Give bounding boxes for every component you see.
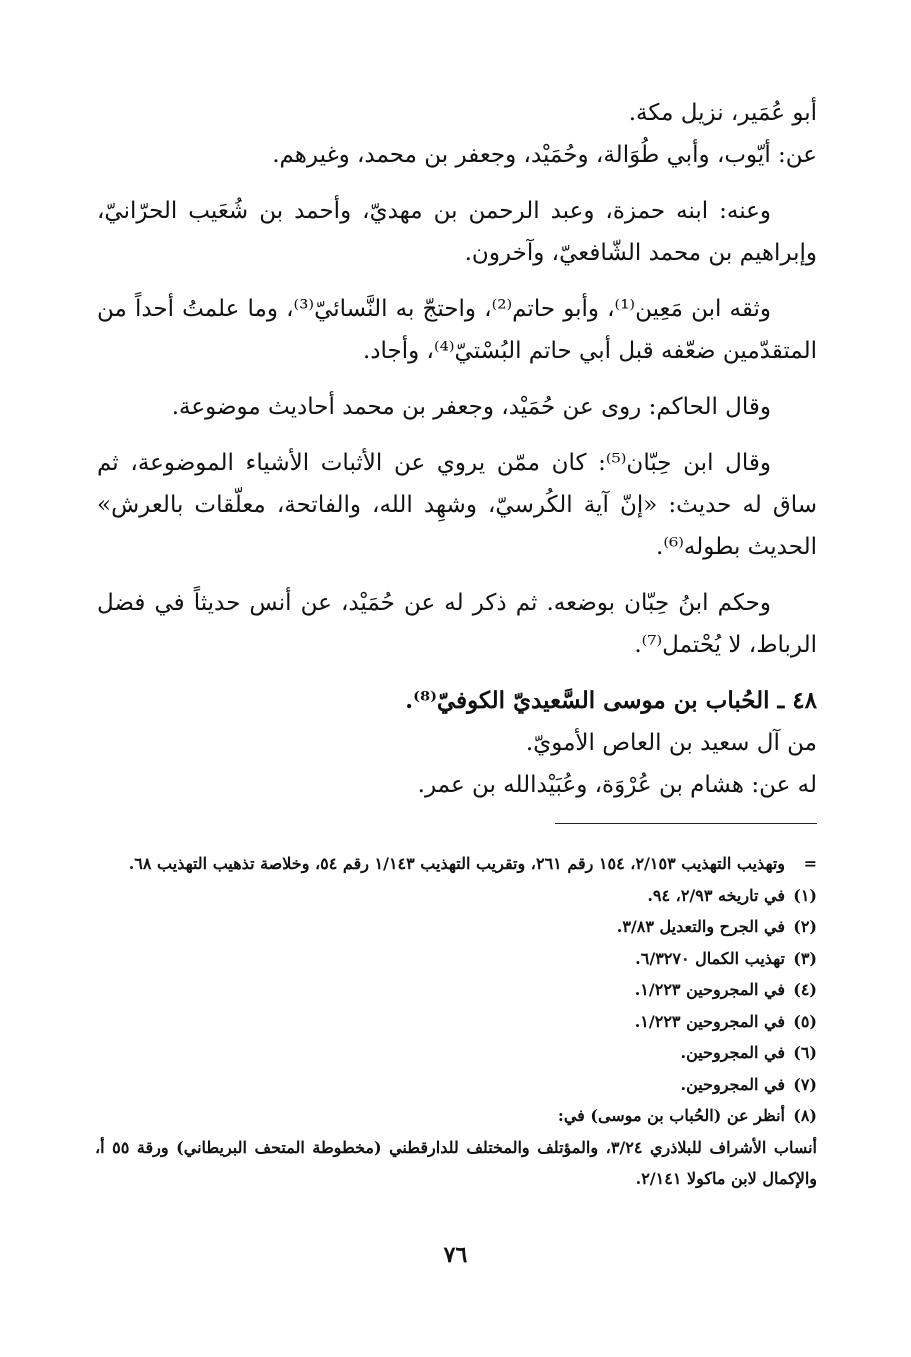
- footnote-divider: [555, 823, 817, 824]
- paragraph-narrators: وعنه: ابنه حمزة، وعبد الرحمن بن مهديّ، وأحمد بن شُعَيب الحرّانيّ، وإبراهيم بن محمد الشّافعيّ، وآخرون.: [97, 198, 817, 266]
- footnote-text: في تاريخه ٢/٩٣، ٩٤.: [647, 885, 785, 905]
- footnote-number: (١): [793, 885, 817, 905]
- footnote-number: (٨): [793, 1106, 817, 1125]
- paragraph-hakim: وقال الحاكم: روى عن حُمَيْد، وجعفر بن محمد أحاديث موضوعة.: [171, 394, 771, 420]
- footnote-1: [95, 880, 817, 912]
- footnote-8: [95, 1100, 817, 1132]
- continuation-mark: =: [803, 854, 817, 873]
- footnote-6: [95, 1037, 817, 1069]
- footnote-text: في المجروحين.: [680, 1074, 785, 1094]
- footnote-number: (٦): [793, 1043, 817, 1062]
- entry-narrated-from: له عن: هشام بن عُرْوَة، وعُبَيْدالله بن عمر.: [417, 772, 817, 798]
- page-number: ٧٦: [443, 1242, 468, 1268]
- footnote-text: في الجرح والتعديل ٣/٨٣.: [616, 917, 785, 936]
- paragraph-ibn-hibban: وقال ابن حِبّان⁽⁵⁾: كان ممّن يروي عن الأثبات الأشياء الموضوعة، ثم ساق له حديث: «إنّ آية الكُرسيّ، وشهِد الله، والفاتحة، معلّقات بالعرش» الحديث بطوله⁽⁶⁾.: [97, 450, 817, 560]
- footnote-7: [95, 1069, 817, 1101]
- footnote-text: في المجروحين ١/٢٢٣.: [634, 980, 785, 999]
- footnote-text: في المجروحين ١/٢٢٣.: [634, 1011, 785, 1031]
- footnote-continuation-text: وتهذيب التهذيب ٢/١٥٣، ١٥٤ رقم ٢٦١، وتقريب التهذيب ١/١٤٣ رقم ٥٤، وخلاصة تذهيب التهذيب ٦٨.: [128, 854, 785, 873]
- paragraph-grading: وثقه ابن مَعِين⁽¹⁾، وأبو حاتم⁽²⁾، واحتجّ به النَّسائيّ⁽³⁾، وما علمتُ أحداً من المتقدّمين ضعّفه قبل أبي حاتم البُسْتيّ⁽⁴⁾، وأجاد.: [97, 296, 817, 364]
- main-text: [97, 92, 817, 806]
- footnote-8-continuation: أنساب الأشراف للبلاذري ٣/٢٤، والمؤتلف والمختلف للدارقطني (مخطوطة المتحف البريطاني) ورقة ٥٥ أ، والإكمال لابن ماكولا ٢/١٤١.: [95, 1137, 817, 1188]
- footnote-number: (٣): [793, 948, 817, 968]
- footnote-number: (٧): [793, 1074, 817, 1094]
- footnote-number: (٤): [793, 980, 817, 999]
- footnote-number: (٥): [793, 1011, 817, 1031]
- paragraph-narrated-from: عن: أيّوب، وأبي طُوَالة، وحُمَيْد، وجعفر بن محمد، وغيرهم.: [272, 142, 817, 168]
- paragraph-ruling: وحكم ابنُ حِبّان بوضعه. ثم ذكر له عن حُمَيْد، عن أنس حديثاً في فضل الرباط، لا يُحْتمل⁽⁷⁾.: [97, 590, 817, 658]
- footnote-5: [95, 1006, 817, 1038]
- footnote-text: تهذيب الكمال ٦/٣٢٧٠.: [635, 948, 785, 968]
- footnotes: [95, 848, 817, 1195]
- footnote-2: [95, 911, 817, 943]
- footnote-text: أنظر عن (الحُباب بن موسى) في:: [557, 1106, 785, 1125]
- entry-lineage: من آل سعيد بن العاص الأمويّ.: [525, 730, 817, 756]
- footnote-4: [95, 974, 817, 1006]
- footnote-text: في المجروحين.: [680, 1043, 785, 1062]
- paragraph-nisba: أبو عُمَير، نزيل مكة.: [628, 100, 817, 126]
- entry-heading: ٤٨ ـ الحُباب بن موسى السَّعيديّ الكوفيّ⁽⁸⁾.: [405, 687, 817, 714]
- footnote-continuation: [95, 848, 817, 880]
- footnote-3: [95, 943, 817, 975]
- footnote-number: (٢): [793, 917, 817, 936]
